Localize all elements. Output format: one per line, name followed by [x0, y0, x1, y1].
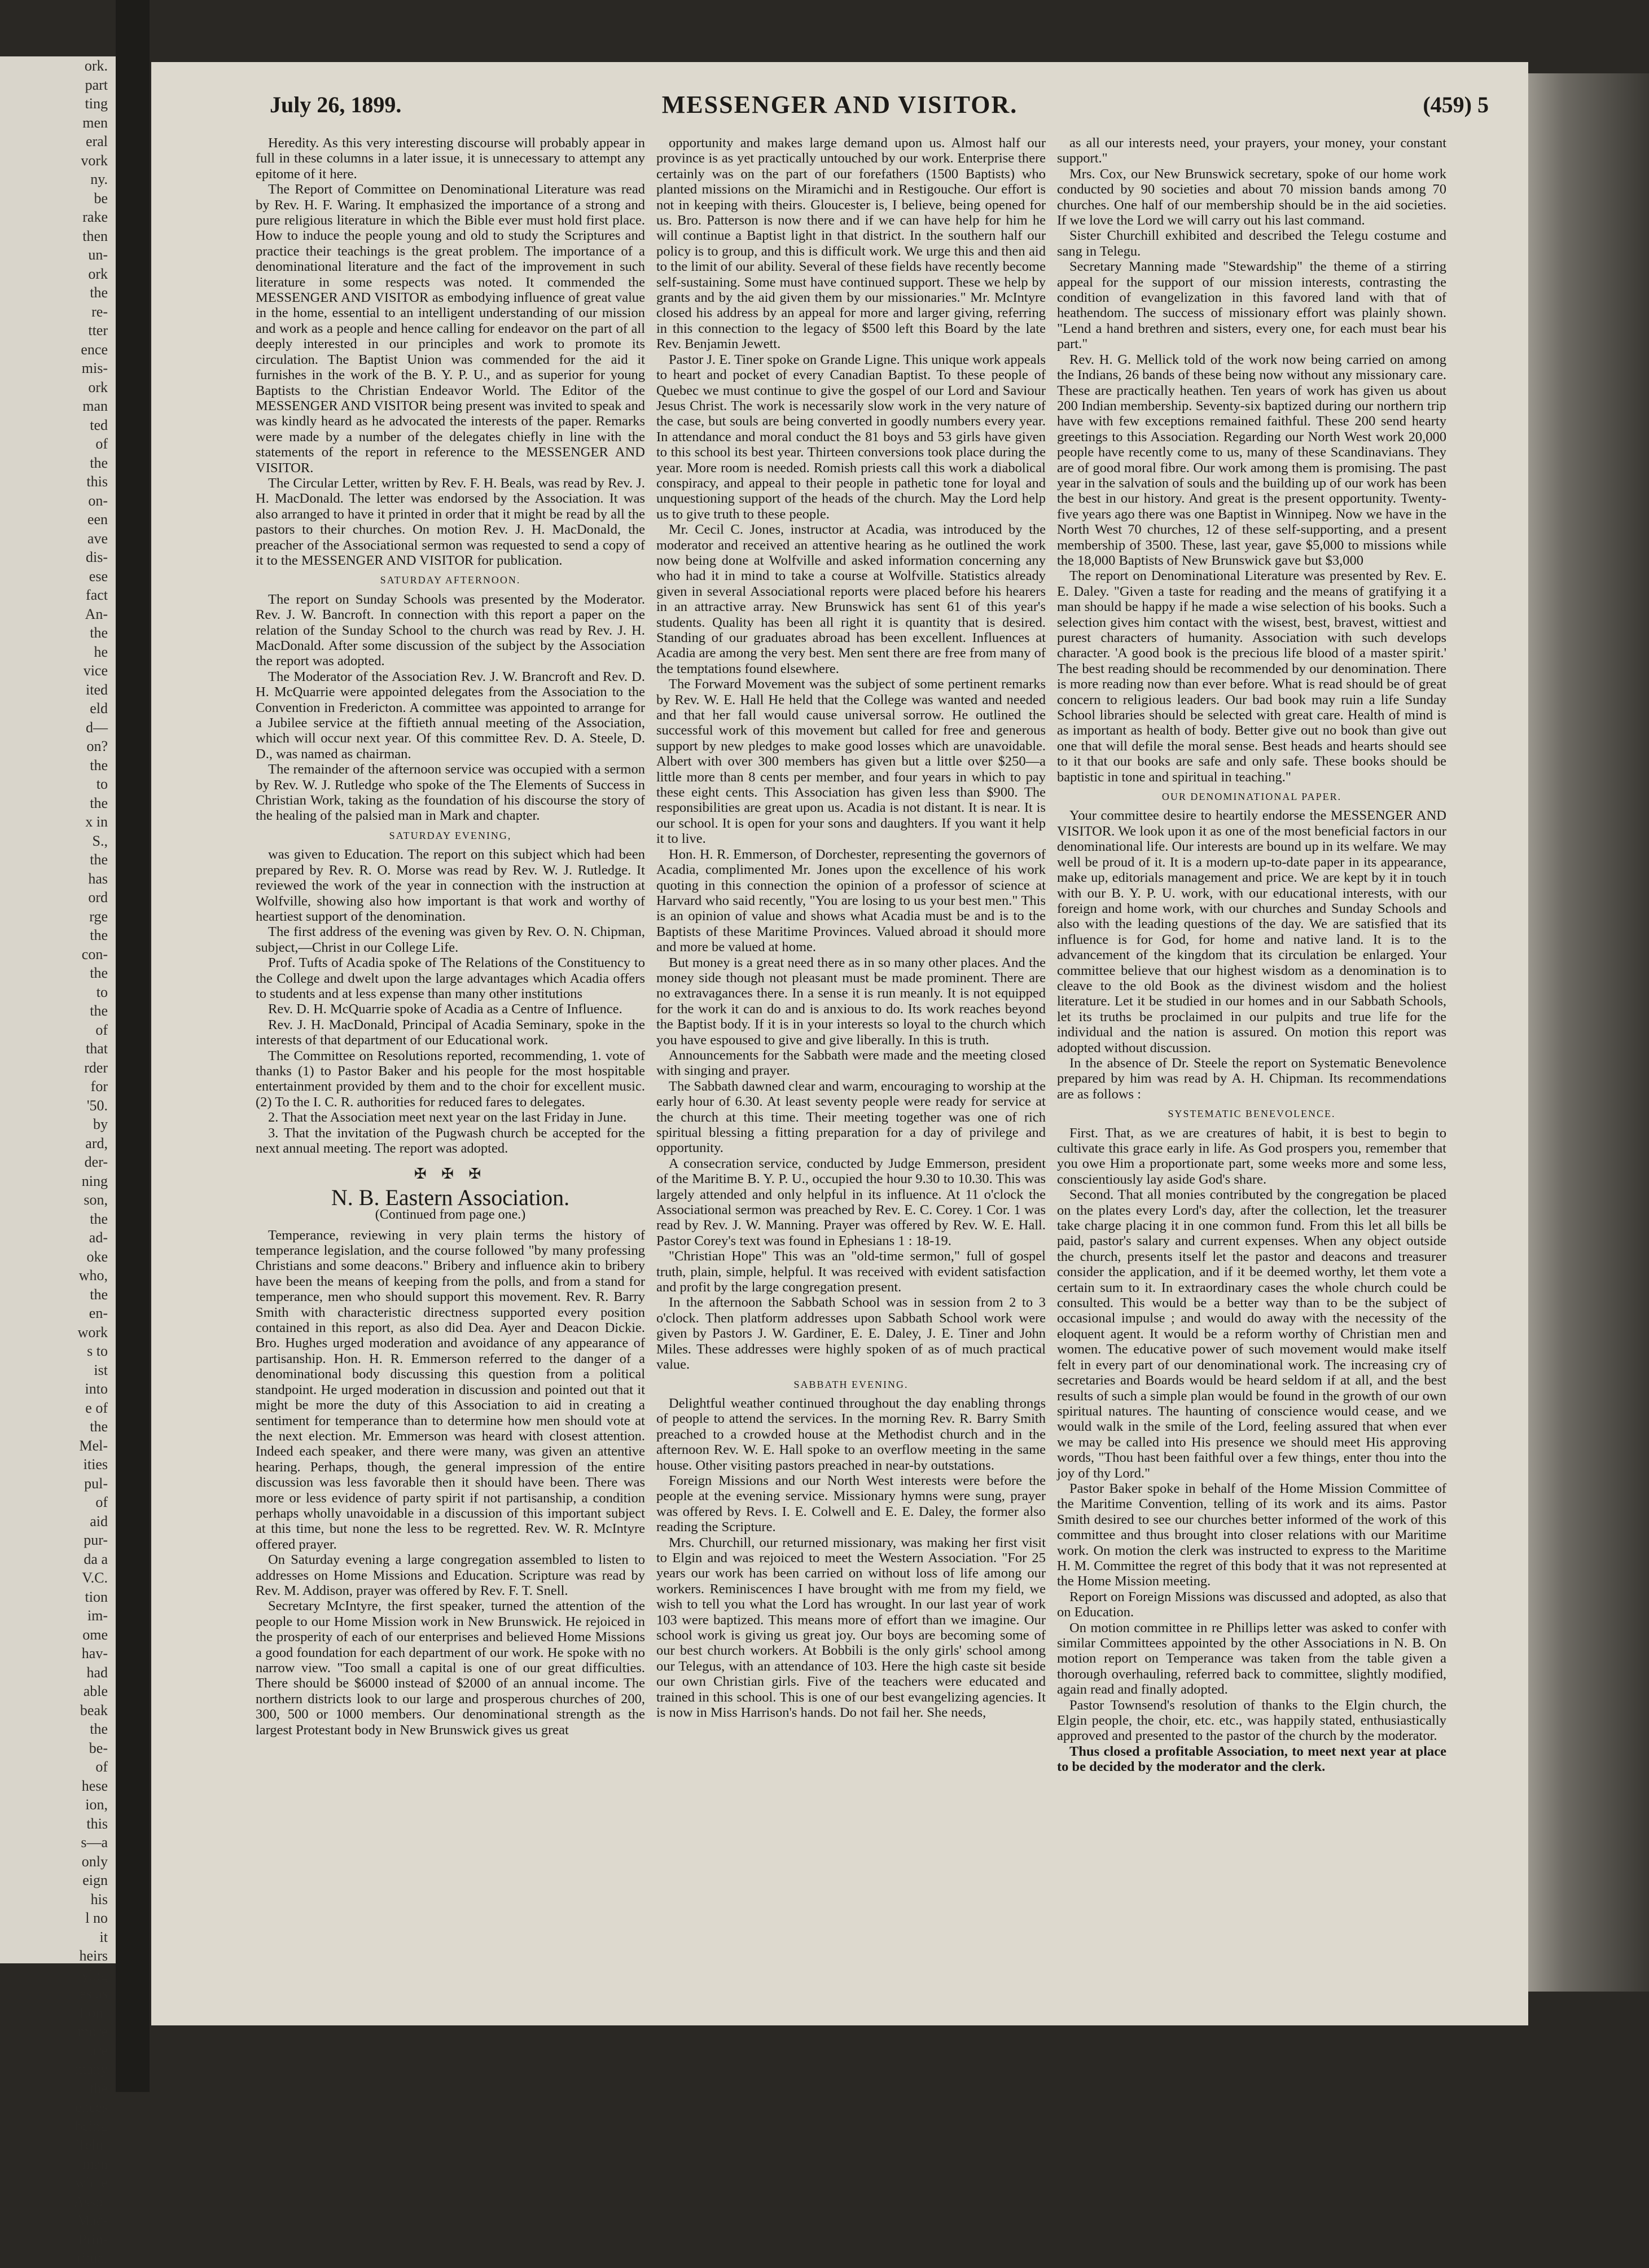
previous-page-fragment: this: [86, 1815, 108, 1832]
paragraph: Temperance, reviewing in very plain terms the history of temperance legislation, and the course followed "by many professing Christians and some deacons." Bribery and influence akin to bribery have been the means of keeping from the polls, and from a stand for temperance, men who should support this movement. Rev. R. Barry Smith with characteristic directness supported every position contained in this report, as also did Dea. Ayer and Deacon Dickie. Bro. Hughes urged moderation and avoidance of any appearance of partisanship. Hon. H. R. Emmerson referred to the danger of a denominational body discussing this question from a political standpoint. He urged moderation in discussion and pointed out that it might be more the duty of this Association to aid in creating a sentiment for temperance than to determine how men should vote at the next election. Mr. Emmerson was heard with closest attention. Indeed each speaker, and there were many, was given an attentive hearing. Perhaps, though, the general impression of the entire discussion was less favorable then it should have been. There was more or less evidence of party spirit if not partisanship, a condition perhaps wholly unavoidable in a discussion of this important subject at this time, but none the less to be regretted. Rev. W. R. McIntyre offered prayer.: [256, 1227, 645, 1552]
previous-page-fragment: the: [90, 757, 108, 773]
paragraph: Pastor Townsend's resolution of thanks to the Elgin church, the Elgin people, the choir, etc. etc., was happily stated, enthusiastically approved and presented to the pastor of the church by the moderator.: [1057, 1697, 1446, 1744]
previous-page-fragment: has: [88, 870, 108, 887]
previous-page-fragment: pur-: [84, 1532, 108, 1548]
previous-page-fragment: eral: [86, 133, 108, 150]
paragraph: Rev. D. H. McQuarrie spoke of Acadia as a Centre of Influence.: [268, 1001, 622, 1017]
previous-page-fragment: while: [75, 2174, 108, 2191]
previous-page-fragment: rake: [82, 209, 108, 225]
section-heading: SABBATH EVENING.: [793, 1378, 909, 1390]
previous-page-fragment: Lon-: [79, 2004, 108, 2021]
previous-page-fragment: of: [95, 1494, 108, 1510]
previous-page-fragment: ning: [81, 1172, 108, 1189]
paragraph: The Moderator of the Association Rev. J. W. Brancroft and Rev. D. H. McQuarrie were appointed delegates from the Association to the Convention in Fredericton. A committee was appointed to arrange for a Jubilee service at the fiftieth annual meeting of the Association, which will occur next year. Of this committee Rev. D. A. Steele, D. D., was named as chairman.: [256, 669, 645, 762]
paragraph: The Sabbath dawned clear and warm, encouraging to worship at the early hour of 6.30. At least seventy people were ready for service at the church at this time. Their meeting together was one of rich spiritual blessing a fitting preparation for a day of privilege and opportunity.: [656, 1078, 1046, 1156]
paragraph: Report on Foreign Missions was discussed and adopted, as also that on Education.: [1057, 1589, 1446, 1620]
paragraph: Pastor J. E. Tiner spoke on Grande Ligne. This unique work appeals to heart and pocket of every Canadian Baptist. To these people of Quebec we must continue to give the gospel of our Lord and Saviour Jesus Christ. The work is necessarily slow work in the very nature of the case, but souls are being converted in goodly numbers every year. In attendance and moral conduct the 81 boys and 53 girls have given to this school its best year. Thirteen conversions took place during the year. More room is needed. Romish priests call this work a diabolical conspiracy, and appeal to their people in pathetic tone for loyal and unquestioning support of the heads of the church. May the Lord help us to give truth to these people.: [656, 351, 1046, 522]
column-2: [656, 135, 1046, 1992]
previous-page-fragment: rge: [89, 908, 108, 925]
paragraph: Mrs. Churchill, our returned missionary, was making her first visit to Elgin and was rejoiced to meet the Western Association. "For 25 years our work has been carried on without loss of life among our workers. Reminiscences I have brought with me from my field, we wish to tell you what the Lord has wrought. In our last year of work 103 were baptized. This means more of effort than we imagine. Our school work is giving us great joy. Our boys are becoming some of our best church workers. At Bobbili is the only girls' school among our Telegus, with an attendance of 103. Here the high caste sit beside our own Christian girls. Five of the teachers were educated and trained in this school. This is one of our best evangelizing agencies. It is now in Miss Harrison's hands. Do not fail her. She needs,: [656, 1535, 1046, 1721]
paragraph: The Committee on Resolutions reported, recommending, 1. vote of thanks (1) to Pastor Baker and his people for the most hospitable entertainment provided by them and to the choir for excellent music. (2) To the I. C. R. authorities for reduced fares to delegates.: [256, 1048, 645, 1110]
previous-page-fragment: the: [90, 927, 108, 943]
previous-page-fragment: Telu-: [77, 2137, 108, 2153]
previous-page-strip: [0, 56, 116, 2266]
previous-page-fragment: ying: [81, 1966, 108, 1983]
previous-page-fragment: had: [86, 1664, 108, 1681]
previous-page-fragment: en-: [89, 1305, 108, 1321]
previous-page-fragment: eld: [90, 700, 108, 717]
previous-page-fragment: ence: [81, 341, 108, 358]
previous-page-fragment: Mac-: [77, 2212, 108, 2229]
paragraph: Mrs. Cox, our New Brunswick secretary, spoke of our home work conducted by 90 societies and about 70 mission bands among 70 churches. One half of our membership should be in the aid societies. If we love the Lord we will carry out his last command.: [1057, 166, 1446, 228]
paragraph: But money is a great need there as in so many other places. And the money side though not pleasant must be made prominent. There are no extravagances there. In a sense it is run meanly. It is not equipped for the work it can do and is anxious to do. Its work reaches beyond the Baptist body. If it is in your interests so loyal to the church which you have espoused to give and give liberally. In this is truth.: [656, 955, 1046, 1048]
previous-page-fragment: the: [90, 284, 108, 301]
article-headline: N. B. Eastern Association.: [331, 1184, 570, 1210]
previous-page-fragment: only: [81, 1853, 108, 1870]
previous-page-fragment: ork.: [84, 58, 108, 74]
previous-page-fragment: the: [90, 965, 108, 981]
paragraph: Rev. H. G. Mellick told of the work now being carried on among the Indians, 26 bands of these being now without any missionary care. These are practically heathen. Ten years of work has given us about 200 Indian membership. Seventy-six baptized during our northern trip have with few exceptions remained faithful. These 200 send hearty greetings to this Association. Regarding our North West work 20,000 people have recently come to us, many of these Scandinavians. They are of good moral fibre. Our work among them is promising. The past year in the salvation of souls and the building up of our work has been the best in our history. And great is the present opportunity. Twenty-five years ago there was one Baptist in Winnipeg. Now we have in the North West 70 churches, 12 of these self-supporting, and a present membership of 3500. These, last year, gave $5,000 to missions while the 18,000 Baptists of New Brunswick gave but $3,000: [1057, 351, 1446, 568]
previous-page-fragment: Mel-: [79, 1437, 108, 1454]
paragraph: was given to Education. The report on this subject which had been prepared by Rev. R. O. Morse was read by Rev. W. J. Rutledge. It reviewed the work of the year in connection with the instruction at Wolfville, showing also how important is that work and worthy of heartiest support of the denomination.: [256, 847, 645, 924]
column-3: [1057, 135, 1446, 1992]
section-heading: OUR DENOMINATIONAL PAPER.: [1161, 791, 1342, 803]
previous-page-fragment: on-: [88, 492, 108, 509]
previous-page-fragment: x in: [85, 814, 108, 830]
article-subhead: (Continued from page one.): [375, 1207, 526, 1223]
previous-page-fragment: ited: [86, 681, 108, 698]
previous-page-fragment: ist: [94, 1361, 108, 1378]
previous-page-fragment: he: [94, 643, 108, 660]
paragraph: In the afternoon the Sabbath School was in session from 2 to 3 o'clock. Then platform addresses upon Sabbath School work were given by Pastors J. W. Gardiner, E. E. Daley, J. E. Tiner and John Miles. These addresses were highly spoken of as of much practical value.: [656, 1295, 1046, 1373]
paragraph: In the absence of Dr. Steele the report on Systematic Benevolence prepared by him was read by A. H. Chipman. Its recommendations are as follows :: [1057, 1055, 1446, 1102]
paragraph: Secretary McIntyre, the first speaker, turned the attention of the people to our Home Mission work in New Brunswick. He rejoiced in the prosperity of each of our enterprises and believed Home Missions a good foundation for each department of our work. He spoke with no narrow view. "Too small a capital is one of our great difficulties. There should be $6000 instead of $2000 of an annual income. The northern districts look to our large and prosperous churches of 200, 300, 500 or 1000 members. Our denominational strength as the largest Protestant body in New Brunswick gives us great: [256, 1598, 645, 1738]
previous-page-fragment: men: [82, 114, 108, 131]
previous-page-fragment: fact: [86, 587, 108, 603]
previous-page-fragment: da a: [84, 1550, 108, 1567]
previous-page-fragment: of: [95, 1021, 108, 1038]
previous-page-fragment: im-: [87, 1607, 108, 1624]
previous-page-fragment: un-: [88, 247, 108, 263]
previous-page-fragment: ritual: [77, 2250, 108, 2266]
previous-page-fragment: part: [85, 76, 108, 93]
paragraph: The remainder of the afternoon service was occupied with a sermon by Rev. W. J. Rutledge who spoke of the The Elements of Success in Christian Work, taking as the foundation of his discourse the story of the healing of the palsied man in Mark and chapter.: [256, 762, 645, 824]
previous-page-fragment: ion,: [85, 1796, 108, 1813]
paragraph: Foreign Missions and our North West interests were before the people at the evening service. Missionary hymns were sung, prayer was offered by Revs. I. E. Colwell and E. E. Daley, the former also reading the Scripture.: [656, 1473, 1046, 1535]
previous-page-fragment: een: [87, 511, 108, 528]
paragraph: Sister Churchill exhibited and described the Telegu costume and sang in Telegu.: [1057, 228, 1446, 259]
issue-date: July 26, 1899.: [270, 92, 402, 117]
previous-page-fragment: s to: [87, 1343, 108, 1359]
previous-page-fragment: then: [82, 227, 108, 244]
previous-page-fragment: hav-: [81, 1645, 108, 1662]
previous-page-fragment: the: [90, 625, 108, 641]
previous-page-fragment: to: [96, 776, 108, 792]
previous-page-fragment: ard,: [85, 1135, 108, 1151]
paragraph: Rev. J. H. MacDonald, Principal of Acadia Seminary, spoke in the interests of that department of our Educational work.: [256, 1017, 645, 1048]
previous-page-fragment: ome: [82, 1626, 108, 1643]
ornament-divider: ✠ ✠ ✠: [414, 1166, 487, 1183]
previous-page-fragment: '50.: [86, 1097, 108, 1114]
previous-page-fragment: oke: [86, 1248, 108, 1265]
previous-page-fragment: V.C.: [82, 1570, 108, 1586]
previous-page-fragment: re-: [91, 303, 108, 320]
previous-page-fragment: es as: [80, 1985, 108, 2002]
previous-page-fragment: it: [99, 1928, 108, 1945]
previous-page-fragment: this: [86, 473, 108, 490]
paragraph: On Saturday evening a large congregation assembled to listen to addresses on Home Missions and Education. Scripture was read by Rev. M. Addison, prayer was offered by Rev. F. T. Snell.: [256, 1552, 645, 1598]
previous-page-fragment: ted: [90, 416, 108, 433]
previous-page-fragment: the: [90, 1418, 108, 1435]
paragraph: Second. That all monies contributed by the congregation be placed on the plates every Lord's day, after the collection, let the treasurer take charge placing it in one common fund. From this let all bills be paid, pastor's salary and current expenses. When any object outside the church, presents itself let the pastor and deacons and treasurer consider the application, and if it be deemed worthy, let them vote a certain sum to it. In extraordinary cases the whole church could be consulted. This would be a better way than to be the subject of occasional impulse ; and would do away with the necessity of the eloquent agent. It would be a reform worthy of Christian men and women. The educative power of such movement would make itself felt in every part of our denominational work. The increasing cry of secretaries and Boards would be heard seldom if at all, and the best results of such a simple plan would be found in the growth of our own spiritual natures. The haunting of conscience would cease, and we would walk in the smile of the Lord, feeling assured that when ever we may be called into His presence we should meet His approving words, "Thou hast been faithful over a few things, enter thou into the joy of thy Lord.": [1057, 1187, 1446, 1481]
previous-page-fragment: the: [90, 1210, 108, 1227]
section-heading: SATURDAY AFTERNOON.: [380, 574, 521, 586]
previous-page-fragment: hese: [81, 1777, 108, 1794]
paragraph: The report on Sunday Schools was presented by the Moderator. Rev. J. W. Bancroft. In connection with this report a paper on the relation of the Sunday School to the church was read by Rev. J. H. MacDonald. After some discussion of the subject by the Association the report was adopted.: [256, 591, 645, 669]
previous-page-fragment: Prin-: [78, 2231, 108, 2248]
paragraph: 3. That the invitation of the Pugwash church be accepted for the next annual meeting. The report was adopted.: [256, 1125, 645, 1156]
previous-page-fragment: on?: [86, 738, 108, 754]
previous-page-fragment: ad-: [89, 1229, 108, 1246]
paragraph: On motion committee in re Phillips letter was asked to confer with similar Committees appointed by the other Associations in N. B. On motion report on Temperance was taken from the table given a thorough overhauling, referred back to committee, slightly modified, again read and finally adopted.: [1057, 1620, 1446, 1698]
section-heading: SYSTEMATIC BENEVOLENCE.: [1168, 1108, 1336, 1120]
previous-page-fragment: into: [85, 1381, 108, 1397]
paragraph: Thus closed a profitable Association, to meet next year at place to be decided by the moderator and the clerk.: [1057, 1743, 1446, 1775]
previous-page-fragment: con-: [81, 946, 108, 962]
paragraph: A consecration service, conducted by Judge Emmerson, president of the Maritime B. Y. P. U., occupied the hour 9.30 to 10.30. This was largely attended and only helpful in its influence. At 11 o'clock the Associational sermon was preached by Rev. E. C. Corey. 1 Cor. 1 was read by Rev. J. W. Manning. Prayer was offered by Rev. W. E. Hall. Pastor Corey's text was found in Ephesians 1 : 18-19.: [656, 1155, 1046, 1249]
previous-page-fragment: dis-: [86, 549, 108, 565]
previous-page-fragment: more: [77, 2023, 108, 2040]
paragraph: The first address of the evening was given by Rev. O. N. Chipman, subject,—Christ in our College Life.: [256, 924, 645, 955]
paragraph: Heredity. As this very interesting discourse will probably appear in full in these columns in a later issue, it is unnecessary to attempt any epitome of it here.: [256, 135, 645, 182]
previous-page-fragment: the: [90, 454, 108, 471]
previous-page-fragment: aid: [90, 1513, 108, 1529]
previous-page-fragment: work: [77, 1324, 108, 1340]
column-1: [256, 135, 645, 1992]
previous-page-fragment: are: [90, 2042, 108, 2059]
paragraph: Your committee desire to heartily endorse the MESSENGER AND VISITOR. We look upon it as one of the most beneficial factors in our denominational life. Our interests are bound up in its welfare. We may well be proud of it. It is a modern up-to-date paper in its appearance, make up, editorials management and price. We are kept by it in touch with our B. Y. P. U. work, with our educational interests, with our foreign and home work, with our churches and Sunday Schools and also with the leading questions of the day. We are satisfied that its influence is for God, for home and native land. It is to the advancement of the kingdom that its circulation be enlarged. Your committee believe that our highest wisdom as a denomination is to cleave to the old Book as the divinest wisdom and the holiest literature. Let it be studied in our homes and in our Sabbath Schools, let its truths be proclaimed in our pulpits and true life for the individual and the nation is assured. On motion this report was adopted without discussion.: [1057, 808, 1446, 1056]
page-edge: [1528, 73, 1649, 1992]
previous-page-fragment: ork: [88, 265, 108, 282]
previous-page-fragment: many: [75, 2061, 108, 2077]
previous-page-fragment: the: [90, 1003, 108, 1019]
previous-page-fragment: be: [94, 190, 108, 206]
paragraph: The report on Denominational Literature was presented by Rev. E. E. Daley. "Given a taste for reading and the means of gratifying it a man should be happy if he made a wise selection of his books. Such a selection gives him contact with the wisest, best, bravest, wittiest and purest characters of humanity. Association with such develops character. 'A good book is the precious life blood of a master spirit.' The best reading should be recommended by our denomination. There is more reading now than ever before. What is read should be of great concern to religious leaders. Our bad book may ruin a life Sunday School libraries should be selected with great care. Health of mind is as important as health of body. Better give out no book than give out one that will defile the moral sense. Best heads and hearts should see to it that our books are safe and only safe. These books should be baptistic in tone and spiritual in teaching.": [1057, 568, 1446, 785]
previous-page-fragment: tter: [88, 322, 108, 339]
previous-page-fragment: be-: [89, 1739, 108, 1756]
previous-page-fragment: mis-: [81, 360, 108, 376]
paragraph: The Report of Committee on Denominational Literature was read by Rev. H. F. Waring. It emphasized the importance of a strong and pure religious literature in which the Bible ever must hold first place. How to induce the people young and old to study the Scriptures and practice their teachings is the great problem. The importance of a denominational literature and the fact of the improvement in such literature in some respects was noted. It commended the MESSENGER AND VISITOR as embodying influence of great value in the home, essential to an intelligent understanding of our mission and work as a people and hence calling for endeavor on the part of all deeply interested in our principles and work to promote its circulation. The Baptist Union was commended for the aid it furnishes in the work of the B. Y. P. U., and as superior for young Baptists to the Christian Endeavor World. The Editor of the MESSENGER AND VISITOR being present was invited to speak and was kindly heard as he advocated the interests of the paper. Remarks were made by a number of the delegates chiefly in line with the statements of the report in reference to the MESSENGER AND VISITOR.: [256, 182, 645, 476]
masthead: [151, 62, 1528, 147]
paragraph: Mr. Cecil C. Jones, instructor at Acadia, was introduced by the moderator and received an attentive hearing as he outlined the work now being done at Wolfville and asked information concerning any who had it in mind to take a course at Wolfville. Statistics already given in several Associational reports were placed before his hearers in an attractive array. New Brunswick has sent 61 of this year's students. Quality has been all right it is quantity that is desired. Standing of our graduates abroad has been excellent. Influences at Acadia are among the very best. Men sent there are free from many of the temptations found elsewhere.: [656, 522, 1046, 676]
paragraph: Delightful weather continued throughout the day enabling throngs of people to attend the services. In the morning Rev. R. Barry Smith preached to a crowded house at the Methodist church and in the afternoon Rev. W. E. Hall spoke to an overflow meeting in the same house. Other visiting pastors preached in near-by outstations.: [656, 1395, 1046, 1473]
previous-page-fragment: eign: [82, 1872, 108, 1888]
previous-page-fragment: that: [86, 1040, 108, 1057]
previous-page-fragment: ese: [89, 568, 108, 584]
previous-page-fragment: d—: [86, 719, 108, 736]
previous-page-fragment: the: [90, 794, 108, 811]
previous-page-fragment: Asso-: [73, 2193, 108, 2210]
section-heading: SATURDAY EVENING,: [389, 829, 512, 841]
previous-page-fragment: the: [90, 1721, 108, 1737]
previous-page-fragment: der-: [84, 1154, 108, 1170]
previous-page-fragment: An-: [85, 605, 108, 622]
previous-page-fragment: rder: [84, 1059, 108, 1076]
previous-page-fragment: ny.: [90, 171, 108, 187]
previous-page-fragment: his: [90, 1891, 108, 1907]
newspaper-title: MESSENGER AND VISITOR.: [661, 91, 1018, 118]
paragraph: "Christian Hope" This was an "old-time sermon," full of gospel truth, plain, simple, helpful. It was received with evident satisfaction and profit by the large congregation present.: [656, 1249, 1046, 1295]
paragraph: as all our interests need, your prayers, your money, your constant support.": [1057, 135, 1446, 166]
paragraph: Prof. Tufts of Acadia spoke of The Relations of the Constituency to the College and dwelt upon the large advantages which Acadia offers to students and at less expense than many other institutions: [256, 955, 645, 1001]
previous-page-fragment: beak: [80, 1702, 108, 1718]
previous-page-fragment: S.,: [92, 832, 108, 849]
previous-page-fragment: ord: [88, 889, 108, 906]
previous-page-fragment: son,: [84, 1192, 108, 1208]
paragraph: Pastor Baker spoke in behalf of the Home Mission Committee of the Maritime Convention, telling of its work and its aims. Pastor Smith desired to see our churches better informed of the work of this committee and thus brought into closer relations with our Maritime work. On motion the clerk was instructed to express to the Maritime H. M. Committee the regret of this body that it was not represented at the Home Mission meeting.: [1057, 1480, 1446, 1589]
previous-page-fragment: pul-: [84, 1475, 108, 1492]
previous-page-fragment: man: [82, 398, 108, 414]
previous-page-fragment: ting: [85, 95, 108, 112]
previous-page-fragment: e of: [85, 1399, 108, 1416]
previous-page-fragment: the: [90, 1286, 108, 1303]
previous-page-fragment: s—a: [81, 1834, 108, 1851]
previous-page-fragment: the: [90, 2080, 108, 2096]
paragraph: Secretary Manning made "Stewardship" the theme of a stirring appeal for the support of our mission interests, contrasting the condition of evangelization in this favored land with that of heathendom. The success of missionary effort was plainly shown. "Lend a hand brethren and sisters, every one, for each must bear his part.": [1057, 259, 1446, 352]
paragraph: The Circular Letter, written by Rev. F. H. Beals, was read by Rev. J. H. MacDonald. The letter was endorsed by the Association. It was also arranged to have it printed in order that it might be read by all the pastors to their churches. On motion Rev. J. H. MacDonald, the preacher of the Associational sermon was requested to send a copy of it to the MESSENGER AND VISITOR for publication.: [256, 475, 645, 568]
previous-page-fragment: of: [95, 436, 108, 452]
paragraph: Announcements for the Sabbath were made and the meeting closed with singing and prayer.: [656, 1047, 1046, 1079]
previous-page-fragment: heirs: [79, 1948, 108, 1964]
paragraph: First. That, as we are creatures of habit, it is best to begin to cultivate this grace early in life. As God prospers you, remember that you owe Him a proportionate part, some weeks more and some less, conscientiously lay aside God's share.: [1057, 1125, 1446, 1187]
binding-gutter: [116, 0, 150, 2092]
previous-page-fragment: to: [96, 983, 108, 1000]
page-number: (459) 5: [1423, 92, 1489, 117]
previous-page-fragment: vice: [83, 662, 108, 679]
previous-page-fragment: l no: [85, 1910, 108, 1926]
paragraph: The Forward Movement was the subject of some pertinent remarks by Rev. W. E. Hall He held that the College was wanted and needed and that her fall would cause universal sorrow. He outlined the successful work of this movement but called for free and generous support by new pledges to make good losses which are unavoidable. Albert with over 300 members has given but a little over $250—a little more than 8 cents per member, and four years in which to pay these eight cents. This Association has given less than $900. The responsibilities are great upon us. Acadia is not distant. It is near. It is our school. It is open for your sons and daughters. If you want it help it to live.: [656, 676, 1046, 847]
paragraph: 2. That the Association meet next year on the last Friday in June.: [268, 1110, 627, 1126]
previous-page-fragment: vork: [81, 152, 108, 169]
previous-page-fragment: tion: [85, 1588, 108, 1605]
previous-page-fragment: ork: [88, 379, 108, 395]
previous-page-fragment: man: [82, 2155, 108, 2172]
previous-page-fragment: the: [90, 851, 108, 868]
previous-page-fragment: ities: [83, 1456, 108, 1473]
previous-page-fragment: ave: [87, 530, 108, 547]
previous-page-fragment: who,: [78, 1267, 108, 1284]
previous-page-fragment: for: [90, 1078, 108, 1095]
previous-page-fragment: able: [83, 1683, 108, 1699]
paragraph: Hon. H. R. Emmerson, of Dorchester, representing the governors of Acadia, complimented Mr. Jones upon the excellence of his work quoting in this connection the opinion of a professor of science at Harvard who said recently, "You are losing to us your best men." This is an opinion of value and shows what Acadia must be and is to the Baptists of these Maritime Provinces. Valued abroad it should more and more be valued at home.: [656, 846, 1046, 955]
previous-page-fragment: ences: [75, 2099, 108, 2115]
newspaper-page: [151, 62, 1528, 2025]
previous-page-fragment: by: [93, 1116, 108, 1132]
previous-page-fragment: of: [95, 1759, 108, 1775]
paragraph: opportunity and makes large demand upon us. Almost half our province is as yet practically untouched by our work. Enterprise there certainly was on the part of our forefathers (1500 Baptists) who planted missions on the Miramichi and in Restigouche. Our effort is not in keeping with theirs. Gloucester is, I believe, being opened for us. Bro. Patterson is now there and if we can have help for him he will continue a Baptist light in that district. In the southern half our policy is to group, and this is difficult work. We urge this and then aid to the limit of our ability. Several of these fields have recently become self-sustaining. Some must have continued support. These we help by grants and by the aid given them by our missionaries." Mr. McIntyre closed his address by an appeal for more and larger giving, referring in this connection to the legacy of $500 left this Board by the late Rev. Benjamin Jewett.: [656, 135, 1046, 352]
previous-page-fragment: being: [75, 2117, 108, 2134]
